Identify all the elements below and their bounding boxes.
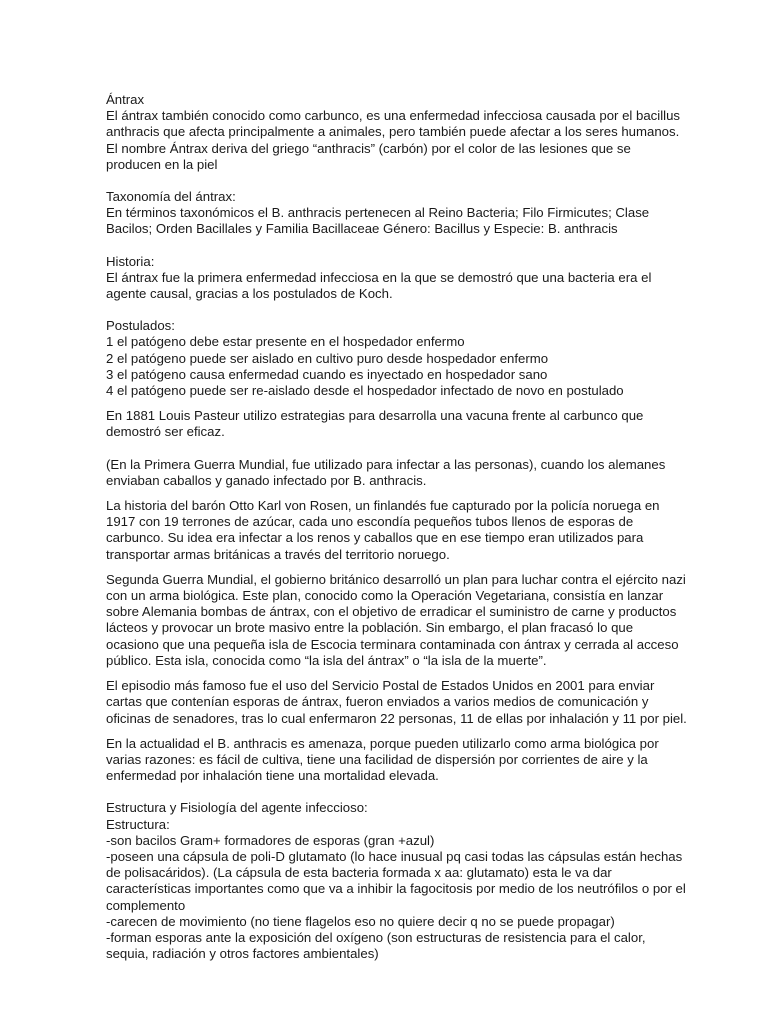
text-line: oficinas de senadores, tras lo cual enfermaron 22 personas, 11 de ellas por inhalación y 11 por piel.: [106, 710, 687, 726]
text-line: agente causal, gracias a los postulados de Koch.: [106, 286, 393, 302]
history-section: [106, 254, 746, 303]
text-line: de polisacáridos). (La cápsula de esta bacteria formada x aa: glutamato) esta le va dar: [106, 865, 612, 881]
ww1-paragraph: [106, 457, 746, 489]
von-rosen-paragraph: [106, 498, 746, 563]
postal-paragraph: [106, 678, 746, 727]
postulates-section: [106, 318, 746, 399]
taxonomy-section: [106, 189, 746, 238]
text-line: varias razones: es fácil de cultiva, tiene una facilidad de dispersión por corrientes de aire y la: [106, 751, 648, 767]
current-threat-paragraph: [106, 736, 746, 785]
text-line: producen en la piel: [106, 156, 218, 172]
list-item: 1 el patógeno debe estar presente en el hospedador enfermo: [106, 334, 465, 350]
text-line: En la actualidad el B. anthracis es amenaza, porque pueden utilizarlo como arma biológica por: [106, 735, 659, 751]
text-line: enviaban caballos y ganado infectado por B. anthracis.: [106, 472, 427, 488]
section-heading: Estructura y Fisiología del agente infeccioso:: [106, 800, 368, 816]
document-body: [106, 92, 746, 962]
intro-paragraph: [106, 92, 746, 173]
text-line: El episodio más famoso fue el uso del Servicio Postal de Estados Unidos en 2001 para enviar: [106, 678, 655, 694]
text-line: transportar armas británicas a través del territorio noruego.: [106, 546, 450, 562]
text-line: Bacilos; Orden Bacillales y Familia Bacillaceae Género: Bacillus y Especie: B. anthracis: [106, 221, 618, 237]
text-line: complemento: [106, 897, 186, 913]
text-line: Segunda Guerra Mundial, el gobierno británico desarrolló un plan para luchar contra el ejército nazi: [106, 571, 686, 587]
list-item: 2 el patógeno puede ser aislado en cultivo puro desde hospedador enfermo: [106, 350, 549, 366]
text-line: (En la Primera Guerra Mundial, fue utilizado para infectar a las personas), cuando los alemanes: [106, 456, 666, 472]
ww2-paragraph: [106, 572, 746, 669]
section-heading: Historia:: [106, 253, 155, 269]
text-line: público. Esta isla, conocida como “la isla del ántrax” o “la isla de la muerte”.: [106, 652, 547, 668]
list-item: -forman esporas ante la exposición del oxígeno (son estructuras de resistencia para el calor,: [106, 929, 646, 945]
text-line: sequia, radiación y otros factores ambientales): [106, 946, 379, 962]
section-heading: Taxonomía del ántrax:: [106, 189, 236, 205]
subsection-heading: Estructura:: [106, 816, 170, 832]
list-item: 4 el patógeno puede ser re-aislado desde el hospedador infectado de novo en postulado: [106, 383, 624, 399]
text-line: con un arma biológica. Este plan, conocido como la Operación Vegetariana, consistía en lanzar: [106, 588, 664, 604]
pasteur-paragraph: [106, 408, 746, 440]
list-item: -poseen una cápsula de poli-D glutamato (lo hace inusual pq casi todas las cápsulas están hechas: [106, 848, 683, 864]
text-line: El ántrax también conocido como carbunco, es una enfermedad infecciosa causada por el bacillus: [106, 108, 680, 124]
text-line: lácteos y provocar un brote masivo entre la población. Sin embargo, el plan fracasó lo que: [106, 620, 634, 636]
document-title: Ántrax: [106, 92, 145, 107]
text-line: La historia del barón Otto Karl von Rosen, un finlandés fue capturado por la policía noruega en: [106, 498, 660, 514]
text-line: características importantes como que va a inhibir la fagocitosis por medio de los neutrófilos o por el: [106, 881, 686, 897]
text-line: anthracis que afecta principalmente a animales, pero también puede afectar a los seres humanos.: [106, 124, 680, 140]
text-line: enfermedad por inhalación tiene una mortalidad elevada.: [106, 768, 439, 784]
list-item: 3 el patógeno causa enfermedad cuando es inyectado en hospedador sano: [106, 366, 548, 382]
text-line: En 1881 Louis Pasteur utilizo estrategias para desarrolla una vacuna frente al carbunco que: [106, 408, 644, 424]
text-line: demostró ser eficaz.: [106, 424, 225, 440]
text-line: 1917 con 19 terrones de azúcar, cada uno escondía pequeños tubos llenos de esporas de: [106, 514, 634, 530]
text-line: El ántrax fue la primera enfermedad infecciosa en la que se demostró que una bacteria era el: [106, 269, 652, 285]
structure-section: [106, 800, 746, 962]
text-line: sobre Alemania bombas de ántrax, con el objetivo de erradicar el suministro de carne y productos: [106, 604, 677, 620]
text-line: En términos taxonómicos el B. anthracis pertenecen al Reino Bacteria; Filo Firmicutes; Clase: [106, 205, 650, 221]
list-item: -carecen de movimiento (no tiene flagelos eso no quiere decir q no se puede propagar): [106, 913, 615, 929]
section-heading: Postulados:: [106, 318, 175, 334]
text-line: El nombre Ántrax deriva del griego “anthracis” (carbón) por el color de las lesiones que se: [106, 140, 631, 156]
text-line: ocasiono que una pequeña isla de Escocia terminara contaminada con ántrax y cerrada al acceso: [106, 636, 679, 652]
text-line: cartas que contenían esporas de ántrax, fueron enviados a varios medios de comunicación y: [106, 694, 649, 710]
list-item: -son bacilos Gram+ formadores de esporas (gran +azul): [106, 832, 435, 848]
text-line: carbunco. Su idea era infectar a los renos y caballos que en ese tiempo eran utilizados para: [106, 530, 644, 546]
